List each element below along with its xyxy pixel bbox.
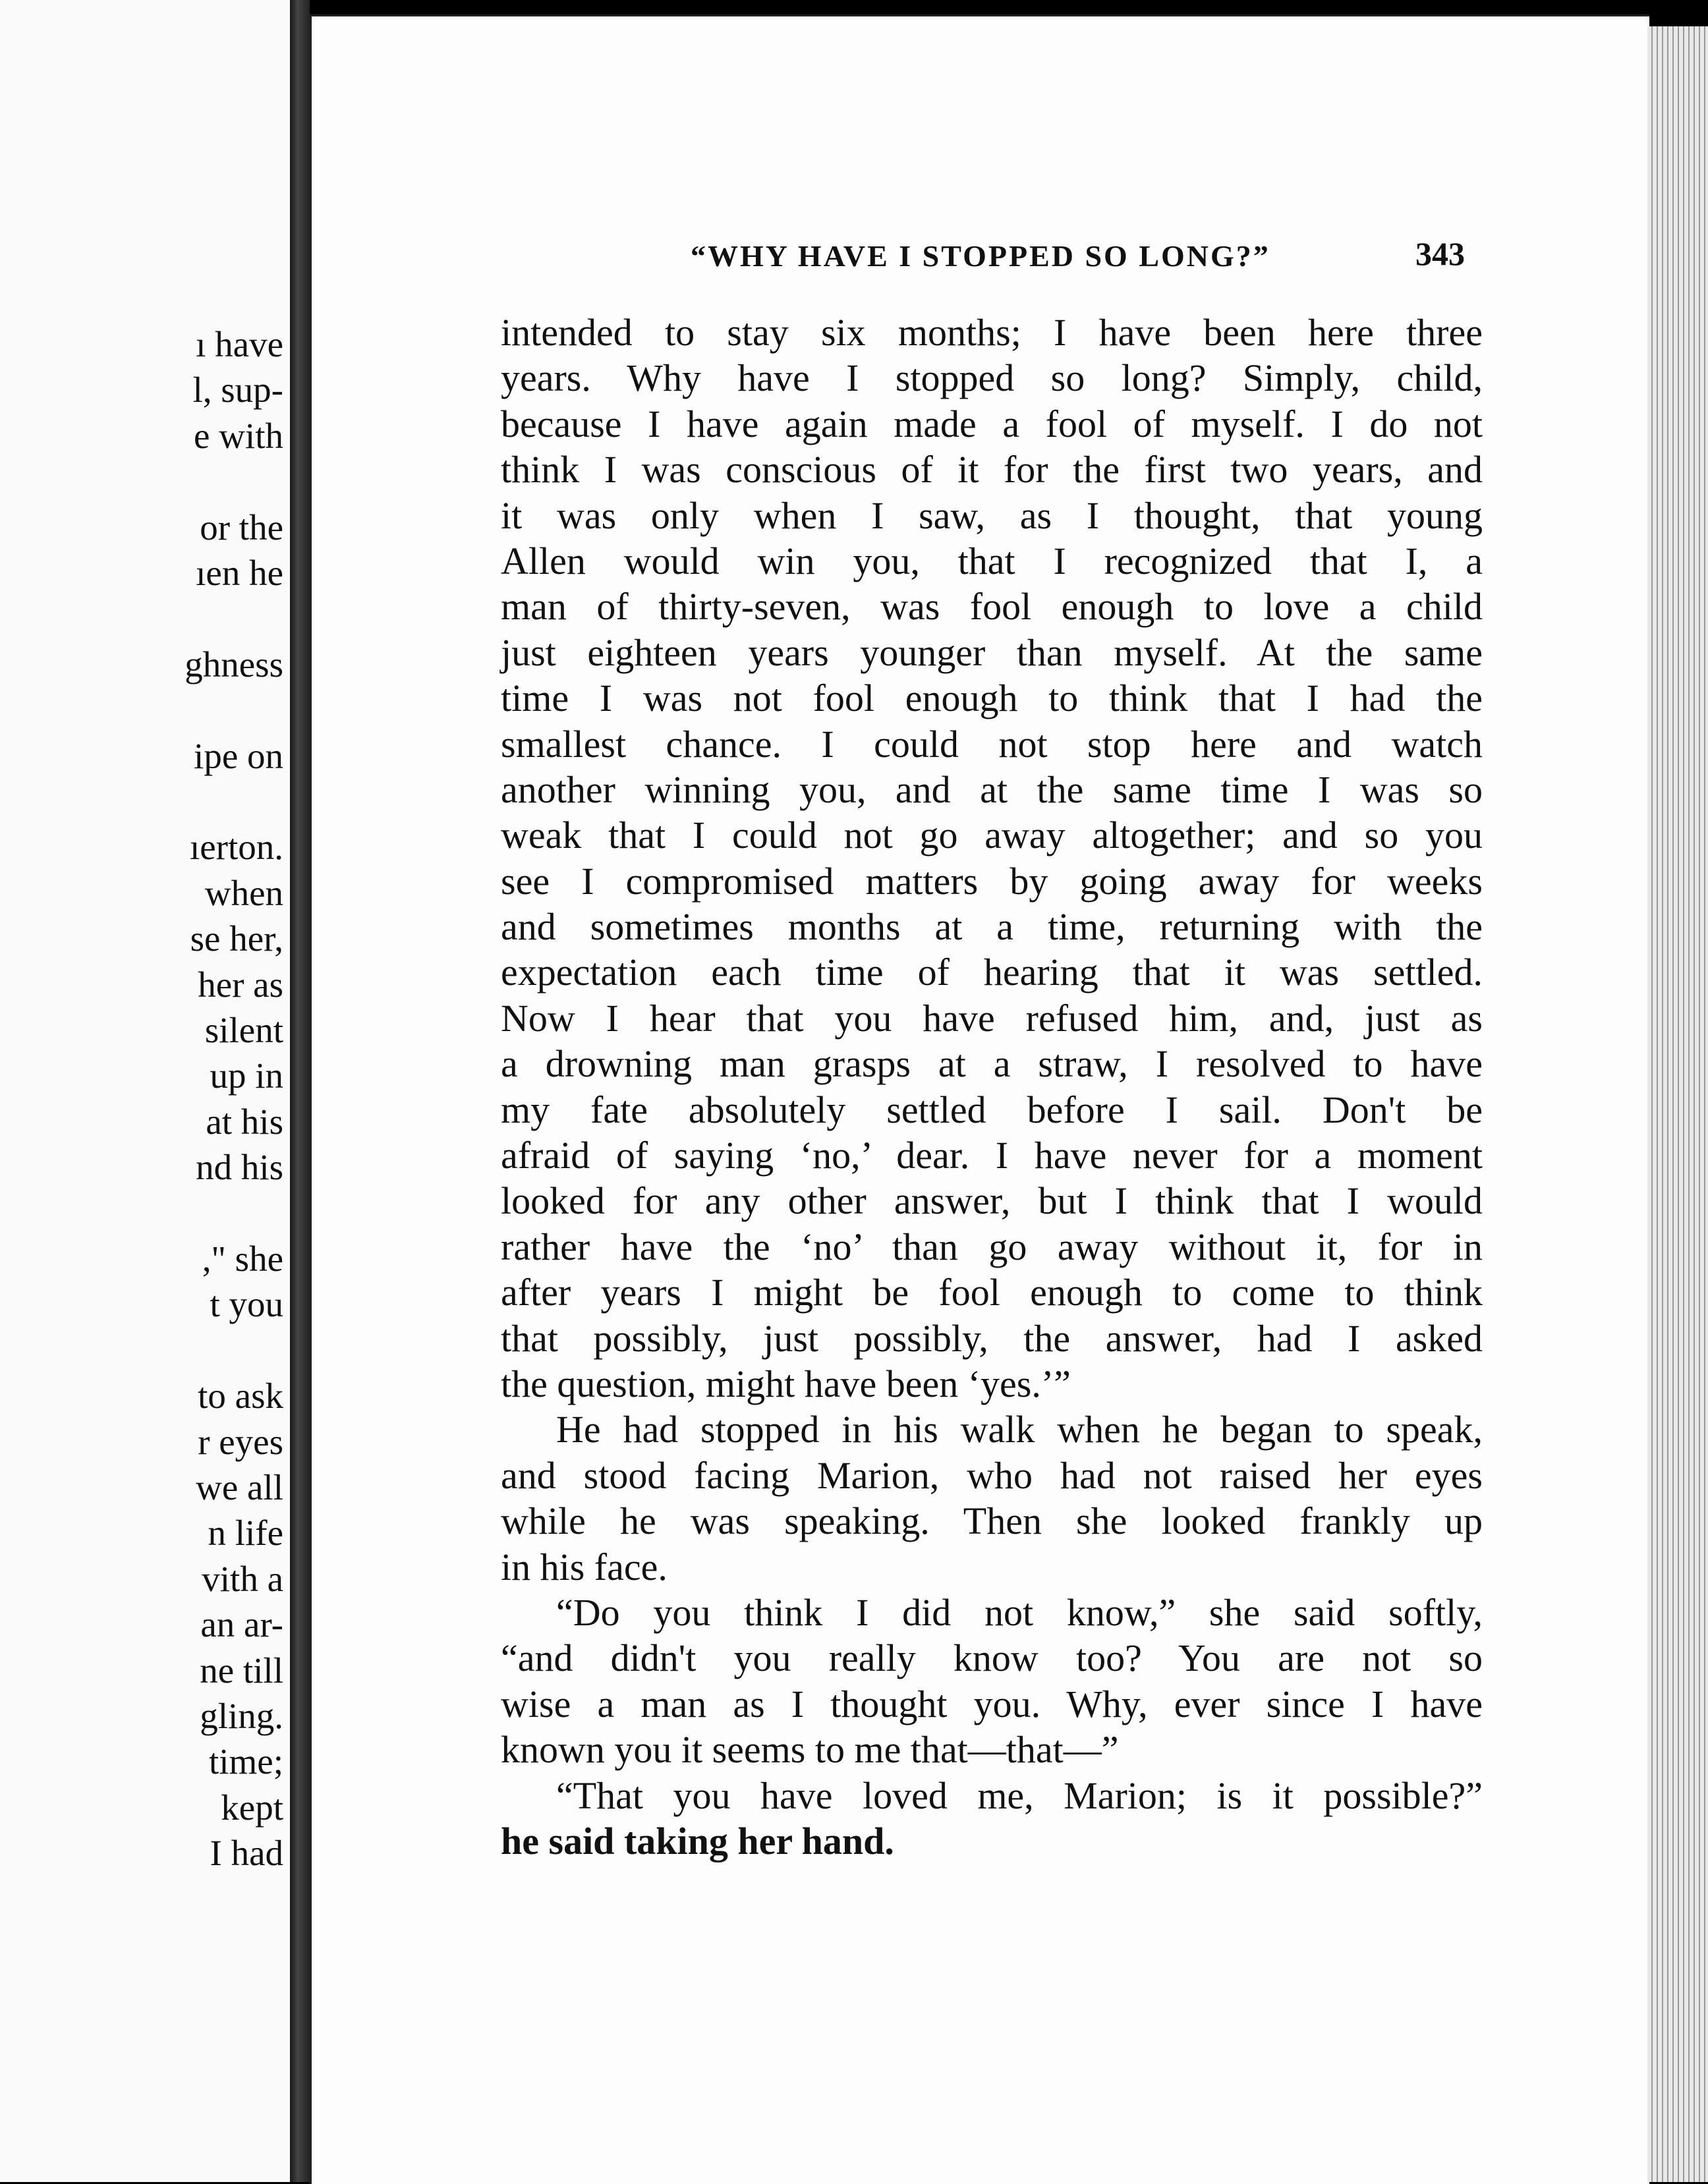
text-line: in his face. <box>501 1545 668 1588</box>
previous-page-line: we all <box>196 1467 283 1507</box>
previous-page-line: to ask <box>198 1376 283 1416</box>
text-line: see I compromised matters by going away for weeks <box>501 859 1483 903</box>
running-head: “WHY HAVE I STOPPED SO LONG?” <box>691 239 1270 273</box>
previous-page-line: ipe on <box>194 735 283 776</box>
text-line: a drowning man grasps at a straw, I resolved to have <box>501 1042 1483 1086</box>
text-line: just eighteen years younger than myself. At the same <box>501 630 1483 674</box>
text-line: weak that I could not go away altogether; and so you <box>501 814 1483 857</box>
previous-page-line: nd his <box>196 1147 283 1188</box>
text-line: another winning you, and at the same time I was so <box>501 768 1483 811</box>
body-text <box>501 310 1483 1864</box>
text-line: Allen would win you, that I recognized that I, a <box>501 539 1483 582</box>
text-line: afraid of saying ‘no,’ dear. I have never for a moment <box>501 1134 1483 1177</box>
text-line: “and didn't you really know too? You are not so <box>501 1637 1483 1680</box>
text-line: looked for any other answer, but I think that I would <box>501 1179 1483 1223</box>
text-line: and sometimes months at a time, returning with the <box>501 905 1483 949</box>
previous-page-line: or the <box>200 507 283 547</box>
previous-page-line: e with <box>194 415 283 456</box>
previous-page-line: ghness <box>185 644 283 685</box>
text-line: he said taking her hand. <box>501 1819 894 1862</box>
previous-page-line: gling. <box>200 1696 283 1736</box>
previous-page-line: t you <box>210 1284 283 1325</box>
previous-page-line: time; <box>208 1741 283 1782</box>
previous-page-line: silent <box>204 1010 283 1050</box>
text-line: rather have the ‘no’ than go away without it, for in <box>501 1225 1483 1268</box>
text-line: Now I hear that you have refused him, and, just as <box>501 996 1483 1040</box>
previous-page-line: when <box>204 872 283 913</box>
text-line: He had stopped in his walk when he began to speak, <box>556 1408 1483 1451</box>
previous-page-line: r eyes <box>198 1421 283 1462</box>
text-line: time I was not fool enough to think that I had the <box>501 677 1483 720</box>
text-line: it was only when I saw, as I thought, that young <box>501 493 1483 537</box>
previous-page-line: l, sup- <box>192 370 283 410</box>
previous-page-line: vith a <box>202 1558 283 1599</box>
text-line: smallest chance. I could not stop here and watch <box>501 722 1483 766</box>
text-line: man of thirty-seven, was fool enough to love a child <box>501 585 1483 629</box>
text-line: years. Why have I stopped so long? Simply, child, <box>501 356 1483 400</box>
previous-page-line: ı have <box>196 324 283 364</box>
text-line: intended to stay six months; I have been here three <box>501 311 1483 354</box>
previous-page-line: kept <box>221 1787 283 1828</box>
text-line: my fate absolutely settled before I sail. Don't be <box>501 1088 1483 1131</box>
previous-page-line: ," she <box>202 1239 283 1279</box>
book-gutter <box>290 0 310 2182</box>
previous-page-line: ıerton. <box>189 827 283 868</box>
previous-page-line: at his <box>206 1101 283 1142</box>
previous-page-line: n life <box>208 1513 283 1554</box>
previous-page-line: her as <box>198 964 283 1005</box>
text-line: “Do you think I did not know,” she said softly, <box>556 1590 1483 1634</box>
text-line: that possibly, just possibly, the answer, had I asked <box>501 1316 1483 1360</box>
previous-page-fragment <box>0 0 298 2182</box>
previous-page-line: ıen he <box>196 553 283 593</box>
page-edges <box>1647 26 1708 2182</box>
page-number: 343 <box>1415 235 1465 272</box>
text-line: wise a man as I thought you. Why, ever since I have <box>501 1682 1483 1725</box>
previous-page-line: an ar- <box>200 1604 283 1645</box>
text-line: expectation each time of hearing that it was settled. <box>501 951 1483 994</box>
previous-page-line: se her, <box>190 918 283 959</box>
previous-page-line: up in <box>210 1055 283 1096</box>
text-line: because I have again made a fool of myself. I do not <box>501 402 1483 445</box>
previous-page-line: I had <box>210 1833 283 1874</box>
text-line: known you it seems to me that—that—” <box>501 1728 1119 1772</box>
text-line: think I was conscious of it for the first two years, and <box>501 448 1483 491</box>
text-line: and stood facing Marion, who had not raised her eyes <box>501 1453 1483 1497</box>
text-line: “That you have loved me, Marion; is it possible?” <box>556 1774 1483 1817</box>
text-line: while he was speaking. Then she looked frankly up <box>501 1499 1483 1543</box>
text-line: the question, might have been ‘yes.’” <box>501 1362 1071 1405</box>
text-line: after years I might be fool enough to come to think <box>501 1271 1483 1314</box>
previous-page-line: ne till <box>200 1650 283 1691</box>
